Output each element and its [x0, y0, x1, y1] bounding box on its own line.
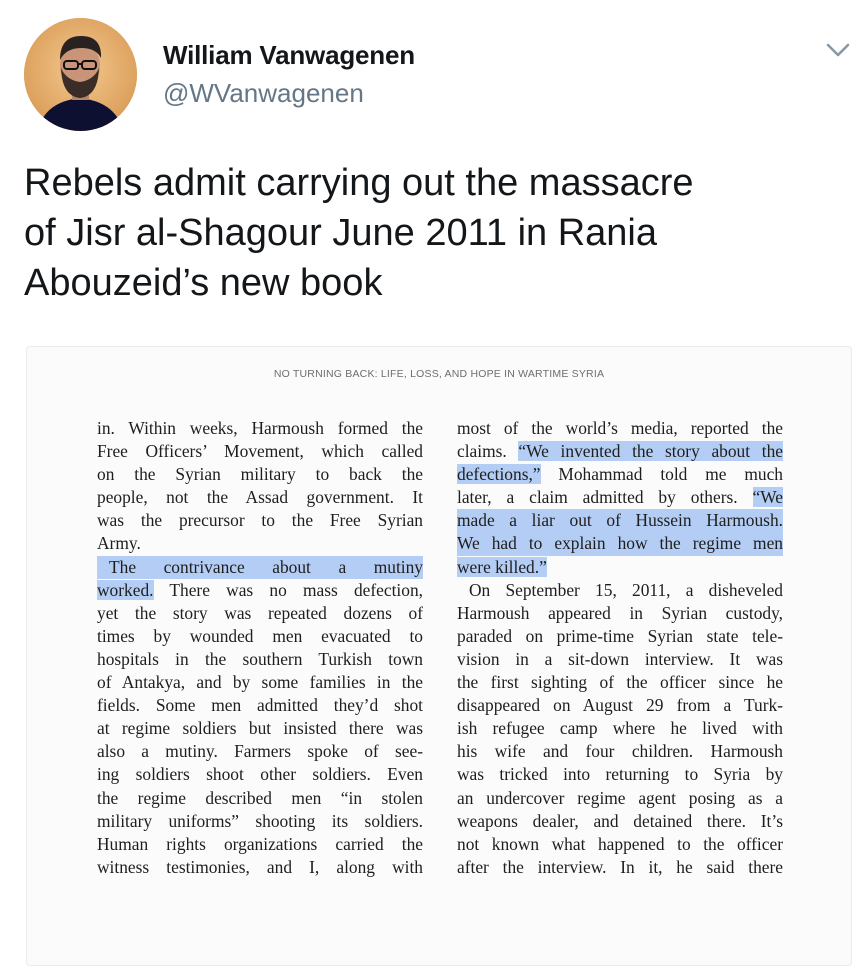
text-line [457, 440, 783, 463]
text-fragment: claims. [457, 441, 519, 462]
highlighted-text: “We invented the story about the [518, 441, 783, 462]
text-line: in. Within weeks, Harmoush formed the [97, 418, 423, 438]
text-line: Free Officers’ Movement, which called [97, 441, 423, 462]
text-line: yet the story was repeated dozens of [97, 602, 423, 623]
text-line [457, 463, 783, 486]
text-line: Harmoush appeared in Syrian custody, [457, 602, 783, 623]
text-line: not known what happened to the officer [457, 833, 783, 854]
avatar-image [24, 18, 137, 131]
text-line: vision in a sit-down interview. It was [457, 648, 783, 669]
text-line: on the Syrian military to back the [97, 464, 423, 485]
text-line [97, 579, 423, 602]
tweet-media-image[interactable] [26, 346, 852, 966]
text-line: times by wounded men evacuated to [97, 625, 423, 646]
text-line [457, 556, 783, 579]
text-line [457, 486, 783, 509]
text-fragment: There was no mass defection, [153, 579, 423, 600]
text-line: was the precursor to the Free Syrian [97, 510, 423, 531]
book-column-right [457, 417, 783, 879]
text-line: military uniforms” shooting its soldiers. [97, 810, 423, 831]
highlighted-text-line: The contrivance about a mutiny [97, 556, 423, 579]
text-line: Army. [97, 533, 141, 554]
text-line: also a mutiny. Farmers spoke of see- [97, 741, 423, 762]
text-line: the regime described men “in stolen [97, 787, 423, 808]
text-line: most of the world’s media, reported the [457, 418, 783, 438]
text-line: weapons dealer, and detained there. It’s [457, 810, 783, 831]
text-line: Human rights organizations carried the [97, 833, 423, 854]
text-line: fields. Some men admitted they’d shot [97, 695, 423, 716]
text-line: hospitals in the southern Turkish town [97, 648, 423, 669]
text-line: paraded on prime-time Syrian state tele- [457, 625, 783, 646]
text-line: of Antakya, and by some families in the [97, 672, 423, 693]
text-line: people, not the Assad government. It [97, 487, 423, 508]
text-line: after the interview. In it, he said there [457, 856, 783, 877]
text-line: ish refugee camp where he lived with [457, 718, 783, 739]
highlighted-text: worked. [97, 579, 154, 600]
text-fragment: Mohammad told me much [540, 464, 783, 485]
avatar[interactable] [24, 18, 137, 131]
text-line: witness testimonies, and I, along with [97, 856, 423, 877]
text-line: his wife and four children. Harmoush [457, 741, 783, 762]
highlighted-text: “We [752, 487, 783, 508]
text-fragment: later, a claim admitted by others. [457, 487, 753, 508]
user-handle[interactable]: @WVanwagenen [163, 78, 364, 108]
text-line: On September 15, 2011, a disheveled [469, 579, 783, 600]
text-line: at regime soldiers but insisted there was [97, 718, 423, 739]
text-line: was tricked into returning to Syria by [457, 764, 783, 785]
display-name[interactable]: William Vanwagenen [163, 40, 415, 70]
chevron-down-icon[interactable] [824, 40, 852, 60]
book-running-head: NO TURNING BACK: LIFE, LOSS, AND HOPE IN WARTIME SYRIA [273, 368, 605, 380]
book-column-left [97, 417, 423, 879]
highlighted-text-line: We had to explain how the regime men [457, 532, 783, 555]
highlighted-text: were killed.” [457, 556, 547, 577]
highlighted-text: defections,” [457, 464, 541, 485]
tweet-text: Rebels admit carrying out the massacre of Jisr al-Shagour June 2011 in Rania Abouzeid’s new book [24, 162, 694, 304]
text-line: ing soldiers shoot other soldiers. Even [97, 764, 423, 785]
highlighted-text-line: made a liar out of Hussein Harmoush. [457, 509, 783, 532]
text-line: the first sighting of the officer since he [457, 672, 783, 693]
text-line: an undercover regime agent posing as a [457, 787, 783, 808]
text-line: disappeared on August 29 from a Turk- [457, 695, 783, 716]
